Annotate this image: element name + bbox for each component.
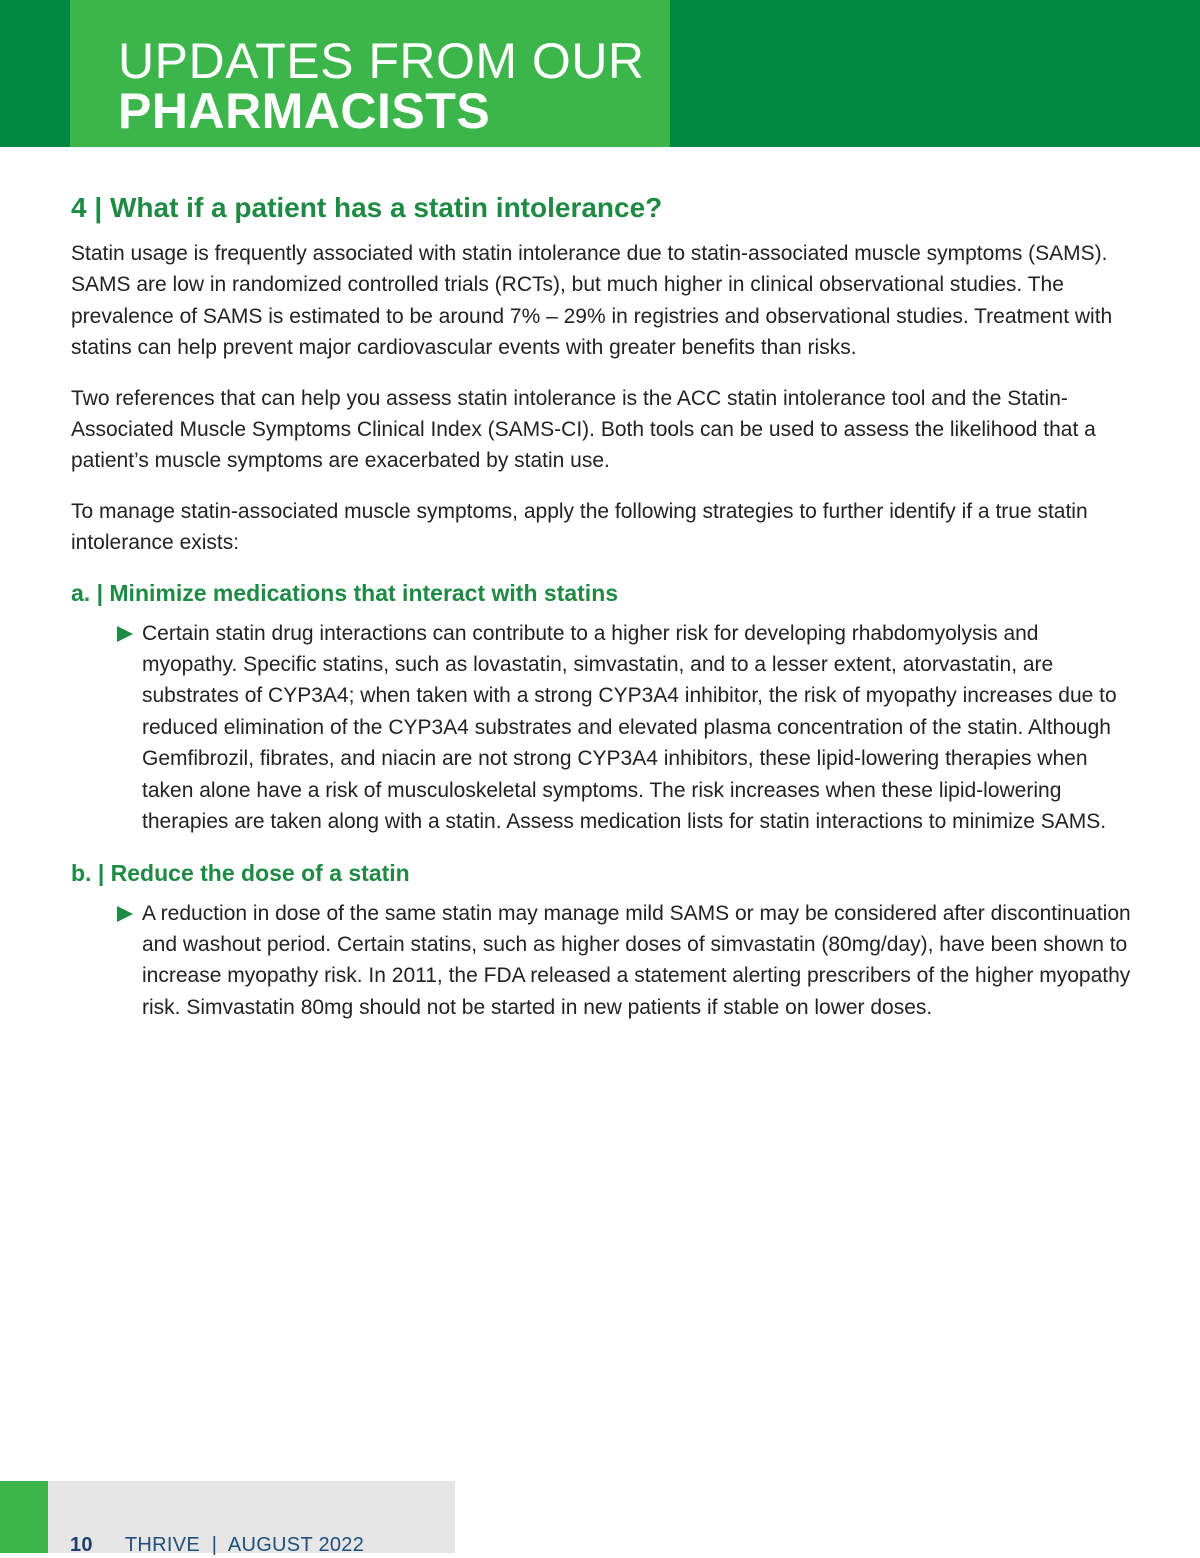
paragraph-sams-overview: Statin usage is frequently associated with statin intolerance due to statin-associated muscle symptoms (SAMS). SAMS are low in randomized controlled trials (RCTs), but much higher in clinical observational studies. The prevalence of SAMS is estimated to be around 7% – 29% in registries and observational studies. Treatment with statins can help prevent major cardiovascular events with greater benefits than risks. — [71, 242, 1113, 360]
page-title — [118, 33, 645, 139]
bullet-item-drug-interactions — [71, 618, 1131, 838]
page-number: 10 — [70, 1534, 93, 1556]
article — [71, 190, 1131, 1043]
footer-accent-bar — [0, 1481, 48, 1553]
triangle-bullet-icon — [117, 906, 133, 922]
section-heading-minimize-interactions: a. | Minimize medications that interact with statins — [71, 579, 619, 606]
bullet-text: Certain statin drug interactions can contribute to a higher risk for developing rhabdomyolysis and myopathy. Specific statins, such as lovastatin, simvastatin, and to a lesser extent, atorvastatin, are substrates of CYP3A4; when taken with a strong CYP3A4 inhibitor, the risk of myopathy increases due to reduced elimination of the CYP3A4 substrates and elevated plasma concentration of the statin. Although Gemfibrozil, fibrates, and niacin are not strong CYP3A4 inhibitors, these lipid-lowering therapies when taken alone have a risk of musculoskeletal symptoms. The risk increases when these lipid-lowering therapies are taken along with a statin. Assess medication lists for statin interactions to minimize SAMS. — [142, 621, 1117, 834]
paragraph-assessment-tools: Two references that can help you assess statin intolerance is the ACC statin intolerance tool and the Statin-Associated Muscle Symptoms Clinical Index (SAMS-CI). Both tools can be used to assess the likelihood that a patient’s muscle symptoms are exacerbated by statin use. — [71, 386, 1096, 473]
triangle-bullet-icon — [117, 626, 133, 642]
bullet-item-dose-reduction — [71, 898, 1131, 1024]
page-title-line2: PHARMACISTS — [118, 83, 491, 139]
paragraph-strategies-intro: To manage statin-associated muscle symptoms, apply the following strategies to further identify if a true statin intolerance exists: — [71, 499, 1088, 555]
footer — [70, 1532, 364, 1558]
article-heading: 4 | What if a patient has a statin intolerance? — [71, 192, 663, 223]
page-title-line1: UPDATES FROM OUR — [118, 33, 645, 89]
publication-label: THRIVE | AUGUST 2022 — [124, 1534, 365, 1556]
section-heading-reduce-dose: b. | Reduce the dose of a statin — [71, 859, 410, 886]
bullet-text: A reduction in dose of the same statin may manage mild SAMS or may be considered after discontinuation and washout period. Certain statins, such as higher doses of simvastatin (80mg/day), have been shown to increase myopathy risk. In 2011, the FDA released a statement alerting prescribers of the higher myopathy risk. Simvastatin 80mg should not be started in new patients if stable on lower doses. — [142, 901, 1131, 1019]
